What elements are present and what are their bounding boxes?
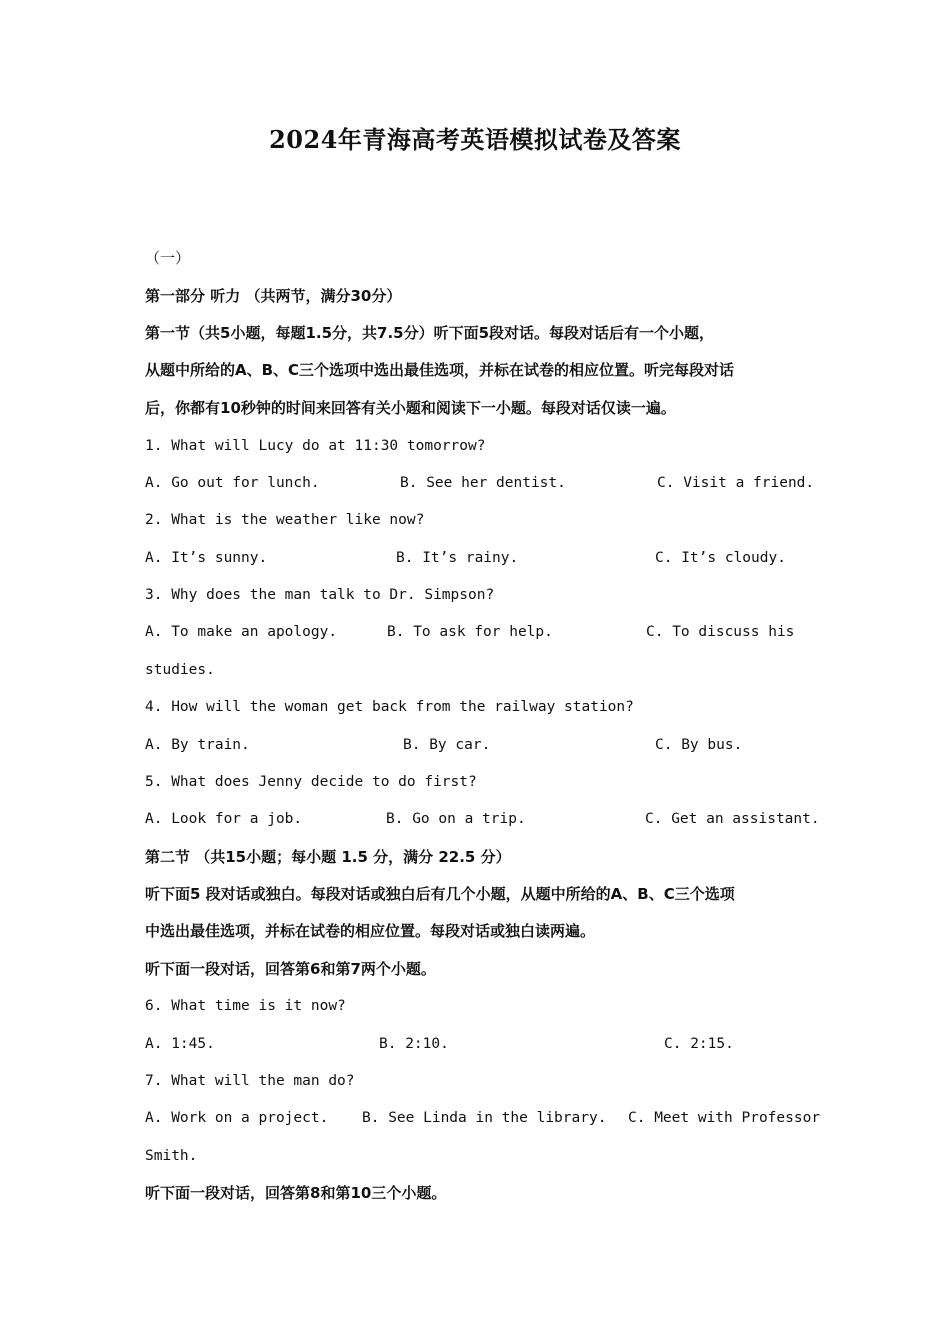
section2-instruction-line: 听下面5 段对话或独白。每段对话或独白后有几个小题，从题中所给的A、B、C三个选项 bbox=[145, 885, 735, 903]
part-marker: （一） bbox=[145, 249, 191, 267]
q2-option-c: C. It’s cloudy. bbox=[655, 550, 786, 566]
q4-option-b: B. By car. bbox=[403, 737, 491, 753]
q2-option-a: A. It’s sunny. bbox=[145, 550, 268, 566]
q7-option-c: C. Meet with Professor bbox=[628, 1110, 821, 1126]
q3-option-c: C. To discuss his bbox=[646, 624, 795, 640]
question-1: 1. What will Lucy do at 11:30 tomorrow? bbox=[145, 438, 486, 454]
q1-option-c: C. Visit a friend. bbox=[657, 475, 815, 491]
document-title: 2024年青海高考英语模拟试卷及答案 bbox=[269, 125, 681, 154]
q4-option-c: C. By bus. bbox=[655, 737, 743, 753]
q7-option-c-continued: Smith. bbox=[145, 1148, 198, 1164]
q3-option-b: B. To ask for help. bbox=[387, 624, 553, 640]
q6-option-a: A. 1:45. bbox=[145, 1036, 215, 1052]
section2-instruction-line: 中选出最佳选项，并标在试卷的相应位置。每段对话或独白读两遍。 bbox=[145, 922, 596, 940]
q1-option-a: A. Go out for lunch. bbox=[145, 475, 320, 491]
question-7: 7. What will the man do? bbox=[145, 1073, 355, 1089]
q4-option-a: A. By train. bbox=[145, 737, 250, 753]
section1-instruction-line: 第一节（共5小题，每题1.5分，共7.5分）听下面5段对话。每段对话后有一个小题， bbox=[145, 324, 715, 342]
q7-option-a: A. Work on a project. bbox=[145, 1110, 329, 1126]
q5-option-b: B. Go on a trip. bbox=[386, 811, 526, 827]
q1-option-b: B. See her dentist. bbox=[400, 475, 566, 491]
q3-option-a: A. To make an apology. bbox=[145, 624, 338, 640]
q6-option-c: C. 2:15. bbox=[664, 1036, 734, 1052]
q2-option-b: B. It’s rainy. bbox=[396, 550, 519, 566]
q5-option-a: A. Look for a job. bbox=[145, 811, 303, 827]
q6-option-b: B. 2:10. bbox=[379, 1036, 449, 1052]
question-5: 5. What does Jenny decide to do first? bbox=[145, 774, 477, 790]
q5-option-c: C. Get an assistant. bbox=[645, 811, 820, 827]
question-3: 3. Why does the man talk to Dr. Simpson? bbox=[145, 587, 495, 603]
question-6: 6. What time is it now? bbox=[145, 998, 346, 1014]
question-2: 2. What is the weather like now? bbox=[145, 512, 425, 528]
section2-heading: 第二节 （共15小题；每小题 1.5 分，满分 22.5 分） bbox=[145, 848, 511, 866]
question-4: 4. How will the woman get back from the railway station? bbox=[145, 699, 634, 715]
section1-instruction-line: 后，你都有10秒钟的时间来回答有关小题和阅读下一小题。每段对话仅读一遍。 bbox=[145, 399, 676, 417]
q7-option-b: B. See Linda in the library. bbox=[362, 1110, 607, 1126]
dialogue-intro: 听下面一段对话，回答第6和第7两个小题。 bbox=[145, 960, 436, 978]
dialogue-intro: 听下面一段对话，回答第8和第10三个小题。 bbox=[145, 1184, 447, 1202]
section1-instruction-line: 从题中所给的A、B、C三个选项中选出最佳选项，并标在试卷的相应位置。听完每段对话 bbox=[145, 361, 735, 379]
q3-option-c-continued: studies. bbox=[145, 662, 215, 678]
part1-heading: 第一部分 听力 （共两节，满分30分） bbox=[145, 287, 402, 305]
